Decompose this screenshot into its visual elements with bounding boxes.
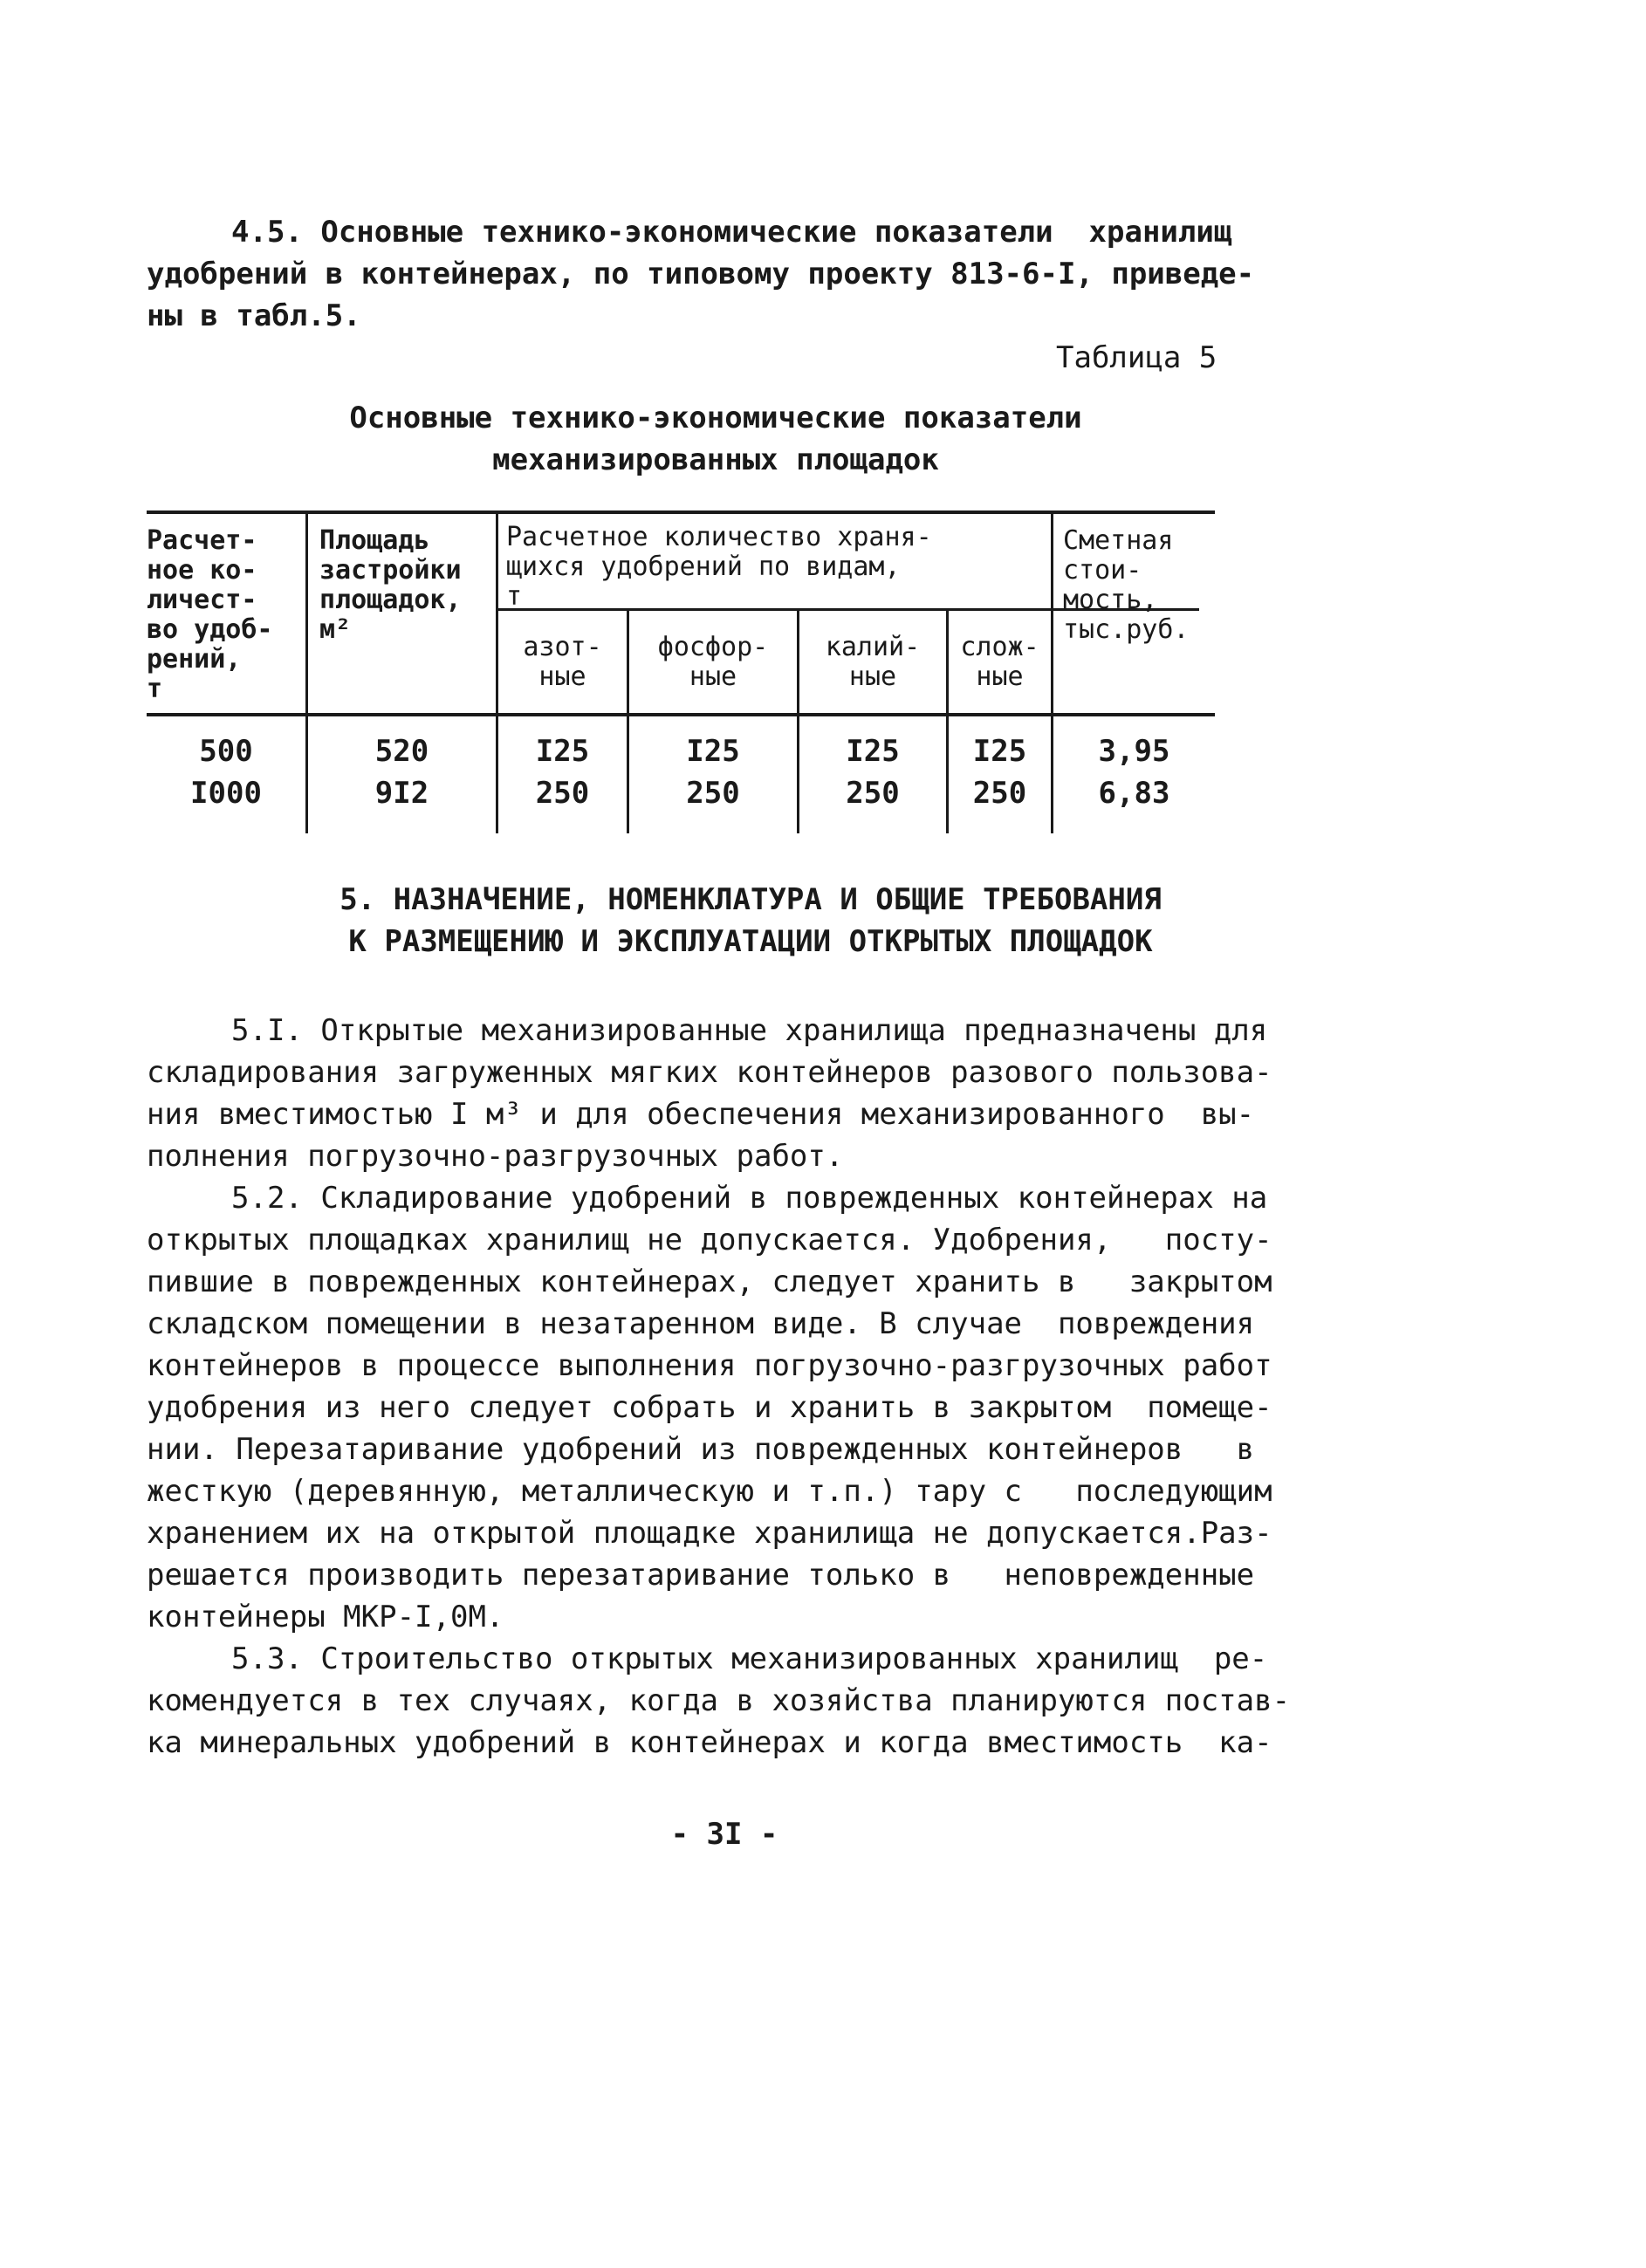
header-area: Площадь застройки площадок, м²: [319, 525, 462, 645]
row1-cost: 3,95: [1098, 734, 1170, 769]
table-title-line-2: механизированных площадок: [492, 442, 939, 477]
section-5-1-line-2: складирования загруженных мягких контейнеров разового пользова-: [147, 1055, 1272, 1090]
section-4-5-line-2: удобрений в контейнерах, по типовому проекту 813-6-I, приведе-: [147, 257, 1255, 291]
section-5-1-line-1: 5.I. Открытые механизированные хранилища предназначены для: [231, 1013, 1268, 1048]
section-4-5-line-1: 4.5. Основные технико-экономические показатели хранилищ: [231, 215, 1232, 250]
section-5-3-line-1: 5.3. Строительство открытых механизированных хранилищ ре-: [231, 1641, 1268, 1676]
header-nitrogen: азот- ные: [523, 632, 602, 692]
header-complex: слож- ные: [960, 632, 1039, 692]
section-5-2-line-1: 5.2. Складирование удобрений в поврежденных контейнерах на: [231, 1181, 1268, 1216]
row2-quantity: I000: [190, 776, 262, 811]
section-5-2-line-7: нии. Перезатаривание удобрений из поврежденных контейнеров в: [147, 1432, 1255, 1467]
section-5-2-line-2: открытых площадках хранилищ не допускается. Удобрения, посту-: [147, 1223, 1272, 1257]
section-5-2-line-4: складском помещении в незатаренном виде. В случае повреждения: [147, 1306, 1255, 1341]
row2-cost: 6,83: [1098, 776, 1170, 811]
row1-phosphorus: I25: [686, 734, 740, 769]
section-5-1-line-3: ния вместимостью I м³ и для обеспечения механизированного вы-: [147, 1097, 1255, 1132]
row1-area: 520: [374, 734, 429, 769]
row2-potassium: 250: [846, 776, 900, 811]
section-5-2-line-3: пившие в поврежденных контейнерах, следует хранить в закрытом: [147, 1264, 1272, 1299]
section-5-3-line-2: комендуется в тех случаях, когда в хозяйства планируются постав-: [147, 1683, 1291, 1718]
header-storage-group: Расчетное количество храня- щихся удобрений по видам, т: [506, 522, 932, 612]
section-5-2-line-11: контейнеры МКР-I,0М.: [147, 1600, 504, 1634]
header-phosphorus: фосфор- ные: [657, 632, 769, 692]
row1-complex: I25: [972, 734, 1027, 769]
row2-area: 9I2: [374, 776, 429, 811]
indicators-table: [147, 510, 1215, 833]
section-5-heading-line-1: 5. НАЗНАЧЕНИЕ, НОМЕНКЛАТУРА И ОБЩИЕ ТРЕБОВАНИЯ: [339, 882, 1162, 917]
section-5-2-line-10: решается производить перезатаривание только в неповрежденные: [147, 1558, 1255, 1593]
row2-phosphorus: 250: [686, 776, 740, 811]
section-5-heading-line-2: К РАЗМЕЩЕНИЮ И ЭКСПЛУАТАЦИИ ОТКРЫТЫХ ПЛОЩАДОК: [348, 924, 1153, 959]
section-5-2-line-8: жесткую (деревянную, металлическую и т.п.) тару с последующим: [147, 1474, 1272, 1509]
header-potassium: калий- ные: [825, 632, 921, 692]
row1-nitrogen: I25: [535, 734, 590, 769]
section-5-2-line-9: хранением их на открытой площадке хранилища не допускается.Раз-: [147, 1516, 1272, 1551]
table-title-line-1: Основные технико-экономические показатели: [349, 401, 1082, 435]
row2-complex: 250: [972, 776, 1027, 811]
section-5-3-line-3: ка минеральных удобрений в контейнерах и когда вместимость ка-: [147, 1725, 1272, 1760]
section-5-2-line-5: контейнеров в процессе выполнения погрузочно-разгрузочных работ: [147, 1348, 1272, 1383]
row1-quantity: 500: [199, 734, 253, 769]
section-5-1-line-4: полнения погрузочно-разгрузочных работ.: [147, 1139, 844, 1174]
row2-nitrogen: 250: [535, 776, 590, 811]
table-label: Таблица 5: [1056, 340, 1217, 375]
header-quantity: Расчет- ное ко- личест- во удоб- рений, т: [147, 525, 273, 704]
row1-potassium: I25: [846, 734, 900, 769]
page-number: - 3I -: [670, 1817, 778, 1852]
header-cost: Сметная стои- мость, тыс.руб.: [1063, 525, 1190, 645]
section-4-5-line-3: ны в табл.5.: [147, 298, 361, 333]
section-5-2-line-6: удобрения из него следует собрать и хранить в закрытом помеще-: [147, 1390, 1272, 1425]
